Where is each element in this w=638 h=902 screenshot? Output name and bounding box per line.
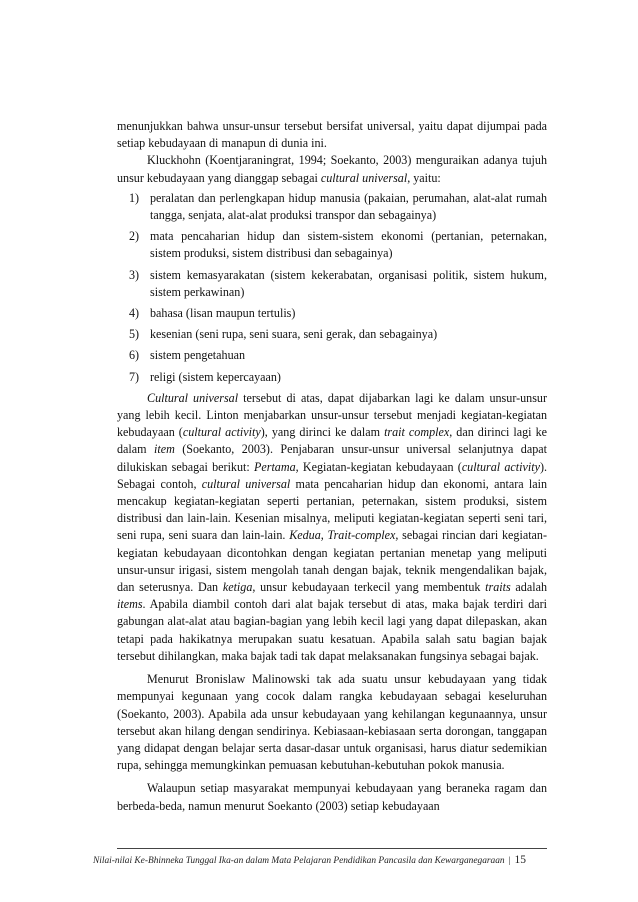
list-item: 6) sistem pengetahuan [129, 348, 246, 363]
list-item: 3) sistem kemasyarakatan (sistem kekerabatan, organisasi politik, sistem hukum, sistem perkawinan) [129, 267, 547, 299]
list-item: 7) religi (sistem kepercayaan) [129, 369, 281, 384]
paragraph-5: Walaupun setiap masyarakat mempunyai kebudayaan yang beraneka ragam dan berbeda-beda, namun menurut Soekanto (2003) setiap kebudayaan [117, 781, 547, 813]
body-text [117, 118, 547, 815]
footer-separator: | [508, 856, 511, 866]
page-footer [0, 848, 638, 868]
emphasis-cultural-universal: cultural universal [320, 170, 408, 185]
footer-line [93, 854, 526, 866]
list-item: 4) bahasa (lisan maupun tertulis) [129, 306, 296, 321]
footer-divider [117, 848, 547, 849]
paragraph-4: Menurut Bronislaw Malinowski tak ada suatu unsur kebudayaan yang tidak mempunyai kegunaan yang cocok dalam rangka kebudayaan sebagai keseluruhan (Soekanto, 2003). Apabila ada unsur kebudayaan yang kehilangan kegunaannya, unsur tersebut akan hilang dengan sendirinya. Kebiasaan-kebiasaan serta dorongan, tanggapan yang didapat dengan belajar serta dasar-dasar untuk organisasi, harus diatur sedemikian rupa, sehingga memungkinkan pemuasan kebutuhan-kebutuhan pokok manusia. [117, 672, 547, 773]
footer-title: Nilai-nilai Ke-Bhinneka Tunggal Ika-an dalam Mata Pelajaran Pendidikan Pancasila dan Kewarganegaraan [93, 856, 505, 866]
culture-elements-list [117, 190, 547, 386]
page-number: 15 [514, 854, 526, 866]
paragraph-3: Cultural universal tersebut di atas, dapat dijabarkan lagi ke dalam unsur-unsur yang lebih kecil. Linton menjabarkan unsur-unsur tersebut menjadi kegiatan-kegiatan kebudayaan (cultural activity), yang dirinci ke dalam trait complex, dan dirinci lagi ke dalam item (Soekanto, 2003). Penjabaran unsur-unsur universal selanjutnya dapat dilukiskan sebagai berikut: Pertama, Kegiatan-kegiatan kebudayaan (cultural activity). Sebagai contoh, cultural universal mata pencaharian hidup dan ekonomi, antara lain mencakup kegiatan-kegiatan seperti pertanian, peternakan, sistem produksi, sistem distribusi dan lain-lain. Kesenian misalnya, meliputi kegiatan-kegiatan seperti seni tari, seni rupa, seni suara dan lain-lain. Kedua, Trait-complex, sebagai rincian dari kegiatan-kegiatan kebudayaan dicontohkan dengan kegiatan pertanian menetap yang meliputi unsur-unsur irigasi, sistem mengolah tanah dengan bajak, teknik mengendalikan bajak, dan seterusnya. Dan ketiga, unsur kebudayaan terkecil yang membentuk traits adalah items. Apabila diambil contoh dari alat bajak tersebut di atas, maka bajak terdiri dari gabungan alat-alat atau bagian-bagian yang lebih kecil lagi yang dapat dilepaskan, akan tetapi pada hakikatnya merupakan suatu kesatuan. Apabila salah satu bagian bajak tersebut dihilangkan, maka bajak tadi tak dapat melaksanakan fungsinya sebagai bajak. [117, 390, 548, 663]
list-item: 1) peralatan dan perlengkapan hidup manusia (pakaian, perumahan, alat-alat rumah tangga, senjata, alat-alat produksi transpor dan sebagainya) [129, 190, 547, 223]
list-item: 5) kesenian (seni rupa, seni suara, seni gerak, dan sebagainya) [129, 327, 438, 342]
list-item: 2) mata pencaharian hidup dan sistem-sistem ekonomi (pertanian, peternakan, sistem produksi, sistem distribusi dan sebagainya) [129, 229, 547, 261]
paragraph-2: Kluckhohn (Koentjaraningrat, 1994; Soekanto, 2003) menguraikan adanya tujuh unsur kebudayaan yang dianggap sebagai cultural universal, yaitu: [117, 153, 547, 185]
paragraph-1: menunjukkan bahwa unsur-unsur tersebut bersifat universal, yaitu dapat dijumpai pada setiap kebudayaan di manapun di dunia ini. [117, 119, 547, 151]
